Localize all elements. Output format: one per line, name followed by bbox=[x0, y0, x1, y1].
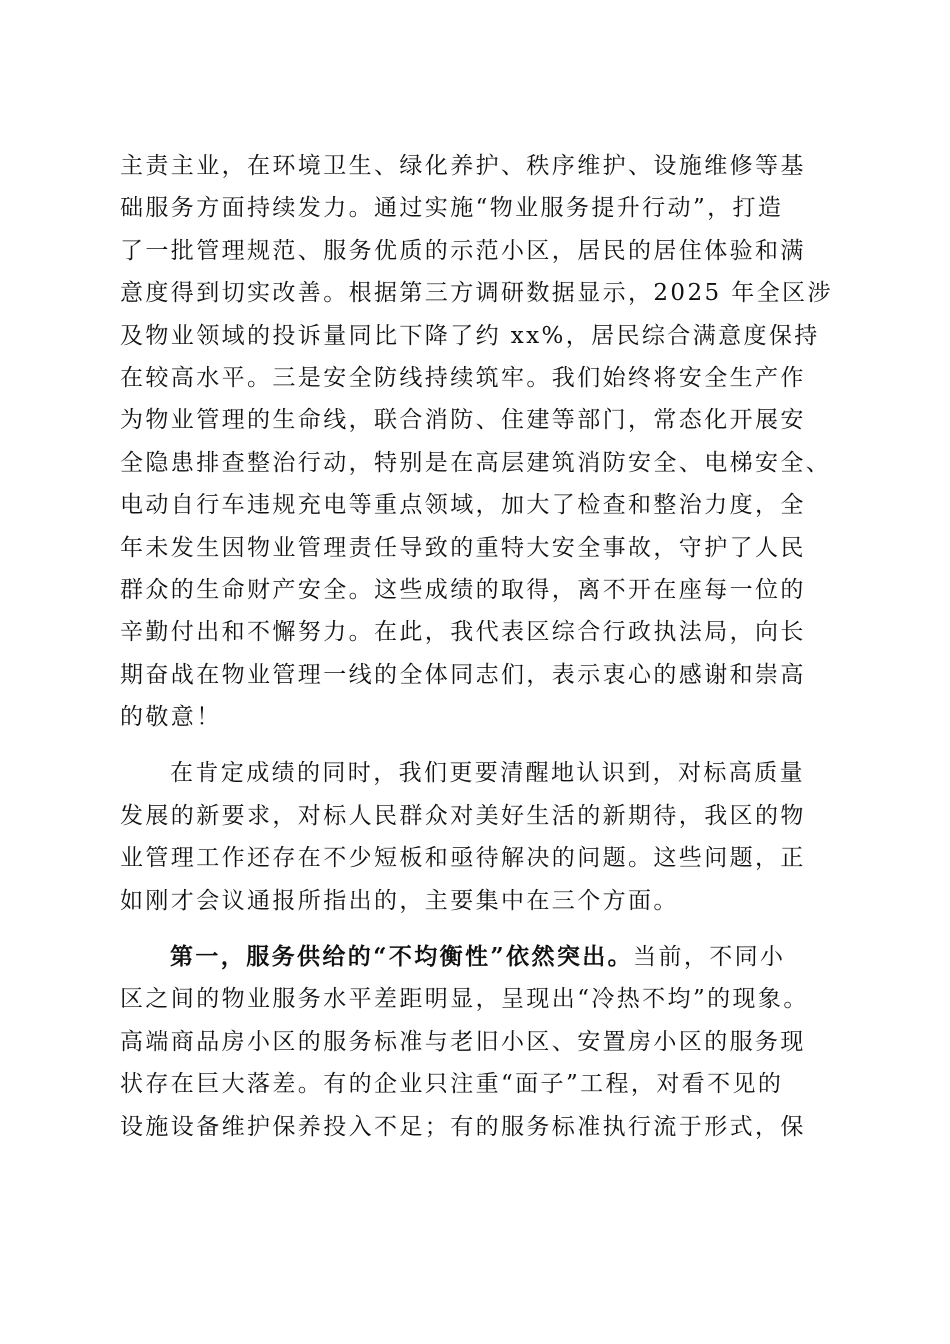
text-line: 如刚才会议通报所指出的，主要集中在三个方面。 bbox=[120, 887, 679, 914]
text-line: 为物业管理的生命线，联合消防、住建等部门，常态化开展安 bbox=[120, 407, 806, 434]
text-line: 年未发生因物业管理责任导致的重特大安全事故，守护了人民 bbox=[120, 534, 806, 561]
text-line bbox=[120, 936, 840, 978]
text-line: 高端商品房小区的服务标准与老旧小区、安置房小区的服务现 bbox=[120, 1028, 806, 1055]
text-line: 发展的新要求，对标人民群众对美好生活的新期待，我区的物 bbox=[120, 802, 806, 829]
paragraph-problems-intro bbox=[120, 752, 840, 922]
text-line: 在肯定成绩的同时，我们更要清醒地认识到，对标高质量 bbox=[170, 760, 805, 787]
document-body bbox=[120, 145, 840, 1148]
text-line: 主责主业，在环境卫生、绿化养护、秩序维护、设施维修等基 bbox=[120, 153, 806, 179]
text-line: 及物业领域的投诉量同比下降了约 xx%，居民综合满意度保持 bbox=[120, 322, 820, 349]
text-line: 业管理工作还存在不少短板和亟待解决的问题。这些问题，正 bbox=[120, 845, 806, 872]
paragraph-first-problem bbox=[120, 936, 840, 1148]
text-line: 了一批管理规范、服务优质的示范小区，居民的居住体验和满 bbox=[120, 237, 806, 264]
text-line: 全隐患排查整治行动，特别是在高层建筑消防安全、电梯安全、 bbox=[120, 449, 832, 476]
text-line: 状存在巨大落差。有的企业只注重“面子”工程，对看不见的 bbox=[120, 1071, 784, 1098]
text-line: 期奋战在物业管理一线的全体同志们，表示衷心的感谢和崇高 bbox=[120, 661, 806, 688]
paragraph-achievements bbox=[120, 145, 840, 738]
text-run: 当前，不同小 bbox=[633, 944, 786, 971]
text-line: 在较高水平。三是安全防线持续筑牢。我们始终将安全生产作 bbox=[120, 364, 806, 391]
text-line: 意度得到切实改善。根据第三方调研数据显示，2025 年全区涉 bbox=[120, 280, 833, 307]
section-heading: 第一，服务供给的“不均衡性”依然突出。 bbox=[170, 943, 634, 971]
text-line: 设施设备维护保养投入不足；有的服务标准执行流于形式，保 bbox=[120, 1113, 806, 1140]
text-line: 群众的生命财产安全。这些成绩的取得，离不开在座每一位的 bbox=[120, 576, 806, 603]
text-line: 的敬意！ bbox=[120, 704, 222, 731]
text-line: 础服务方面持续发力。通过实施“物业服务提升行动”，打造 bbox=[120, 195, 784, 222]
text-line: 区之间的物业服务水平差距明显，呈现出“冷热不均”的现象。 bbox=[120, 986, 809, 1013]
text-line: 电动自行车违规充电等重点领域，加大了检查和整治力度，全 bbox=[120, 492, 806, 519]
text-line: 辛勤付出和不懈努力。在此，我代表区综合行政执法局，向长 bbox=[120, 619, 806, 646]
